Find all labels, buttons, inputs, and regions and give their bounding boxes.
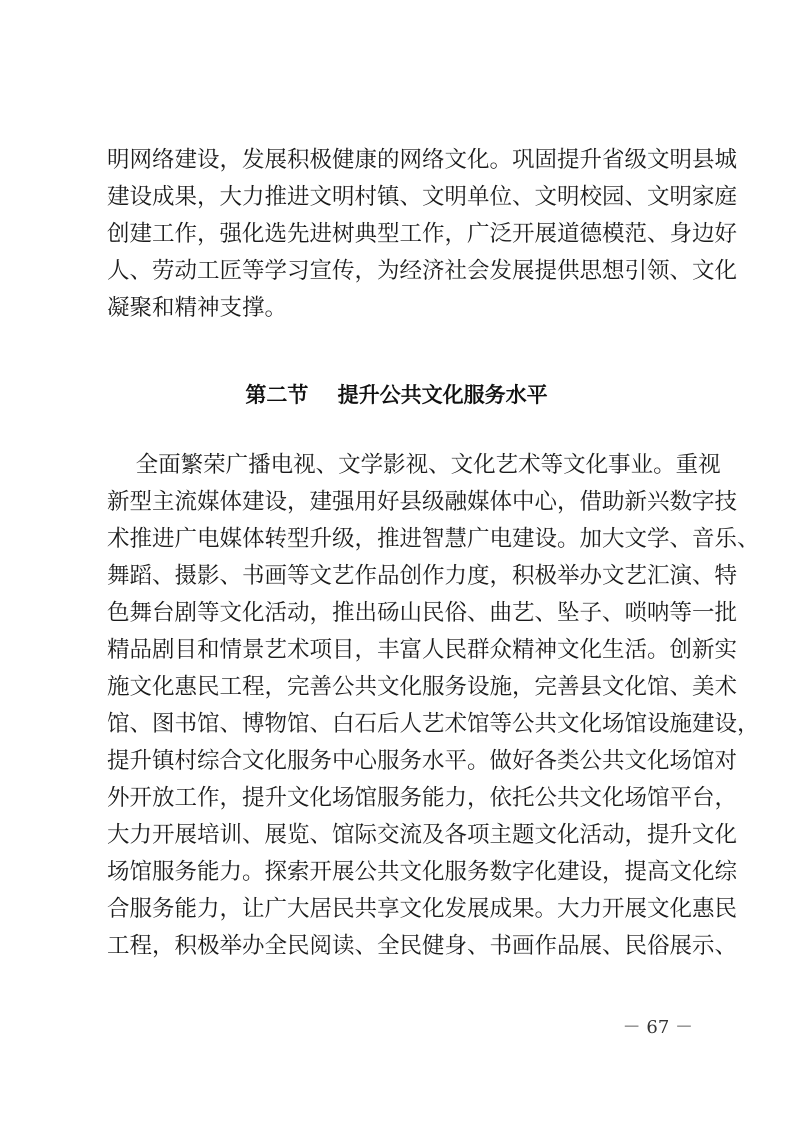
text-line: 明网络建设，发展积极健康的网络文化。巩固提升省级文明县城 (107, 147, 738, 173)
text-line: 新型主流媒体建设，建强用好县级融媒体中心，借助新兴数字技 (107, 489, 738, 515)
text-line: 术推进广电媒体转型升级，推进智慧广电建设。加大文学、音乐、 (107, 526, 760, 552)
text-line: 大力开展培训、展览、馆际交流及各项主题文化活动，提升文化 (107, 822, 738, 848)
text-line: 全面繁荣广播电视、文学影视、文化艺术等文化事业。重视 (107, 452, 721, 478)
text-line: 舞蹈、摄影、书画等文艺作品创作力度，积极举办文艺汇演、特 (107, 563, 738, 589)
text-line: 工程，积极举办全民阅读、全民健身、书画作品展、民俗展示、 (107, 933, 738, 959)
text-line: 施文化惠民工程，完善公共文化服务设施，完善县文化馆、美术 (107, 674, 738, 700)
text-line: 场馆服务能力。探索开展公共文化服务数字化建设，提高文化综 (107, 859, 738, 885)
text-line: 外开放工作，提升文化场馆服务能力，依托公共文化场馆平台， (107, 785, 738, 811)
text-line: 人、劳动工匠等学习宣传，为经济社会发展提供思想引领、文化 (107, 258, 738, 284)
page-number: － 67 － (622, 1017, 693, 1038)
text-line: 提升镇村综合文化服务中心服务水平。做好各类公共文化场馆对 (107, 748, 738, 774)
text-line: 合服务能力，让广大居民共享文化发展成果。大力开展文化惠民 (107, 896, 738, 922)
section-heading: 第二节 提升公共文化服务水平 (245, 383, 548, 407)
text-line: 馆、图书馆、博物馆、白石后人艺术馆等公共文化场馆设施建设， (107, 711, 760, 737)
text-line: 凝聚和精神支撑。 (107, 295, 288, 321)
text-line: 精品剧目和情景艺术项目，丰富人民群众精神文化生活。创新实 (107, 637, 738, 663)
text-line: 色舞台剧等文化活动，推出砀山民俗、曲艺、坠子、唢呐等一批 (107, 600, 738, 626)
text-line: 创建工作，强化选先进树典型工作，广泛开展道德模范、身边好 (107, 221, 738, 247)
text-line: 建设成果，大力推进文明村镇、文明单位、文明校园、文明家庭 (107, 184, 738, 210)
